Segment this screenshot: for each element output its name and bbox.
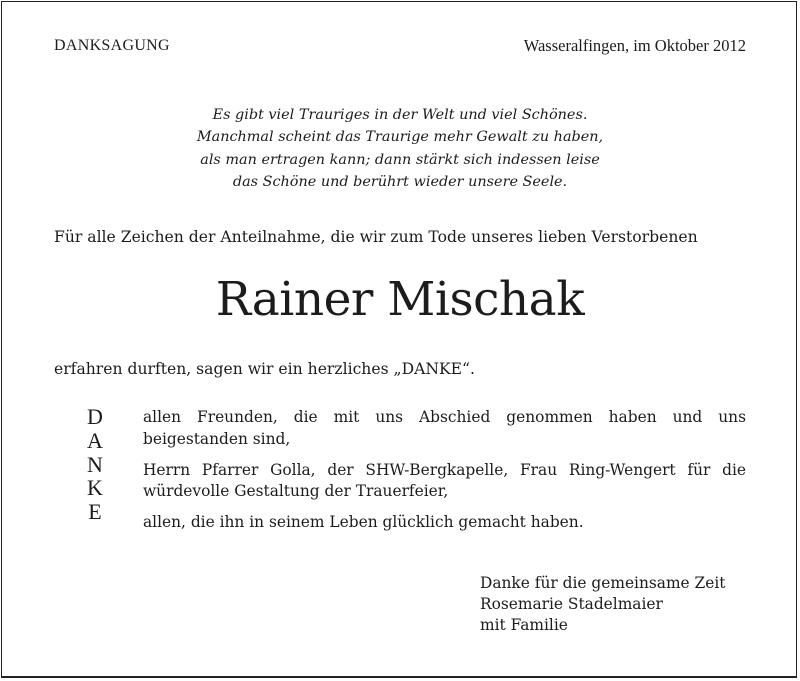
thanks-list [143,407,746,543]
deceased-name: Rainer Mischak [215,272,585,327]
quote-line: Manchmal scheint das Traurige mehr Gewalt zu haben, [196,129,604,146]
outro-text: erfahren durften, sagen wir ein herzliches „DANKE“. [54,360,475,378]
signature-closing: Danke für die gemeinsame Zeit [480,574,726,592]
intro-text: Für alle Zeichen der Anteilnahme, die wir zum Tode unseres lieben Verstorbenen [54,228,698,246]
signature-family: mit Familie [480,616,568,634]
thanks-line: beigestanden sind, [143,429,291,448]
danke-letter: E [88,499,102,525]
danke-letter: A [87,427,103,453]
notice-heading: DANKSAGUNG [54,37,170,54]
thanks-line: würdevolle Gestaltung der Trauerfeier, [143,482,449,500]
danke-letter: D [87,404,103,429]
quote-line: Es gibt viel Trauriges in der Welt und viel Schönes. [212,107,588,123]
quote-line: das Schöne und berührt wieder unsere Seele. [232,173,568,190]
danke-letter: K [87,475,103,501]
thanks-item-ceremony [143,460,746,503]
danke-letter: N [87,451,103,477]
quote-line: als man ertragen kann; dann stärkt sich indessen leise [200,151,600,168]
signature-block [480,573,725,636]
danke-vertical-word [84,405,106,524]
place-and-date: Wasseralfingen, im Oktober 2012 [523,36,746,55]
signature-name: Rosemarie Stadelmaier [480,595,663,613]
thanks-item-loved-ones [143,512,746,534]
thanks-line: Herrn Pfarrer Golla, der SHW-Bergkapelle, Frau Ring-Wengert für die [143,460,746,479]
thanks-line: allen, die ihn in seinem Leben glücklich gemacht haben. [143,513,584,531]
quote-block [0,104,800,193]
thanks-line: allen Freunden, die mit uns Abschied genommen haben und uns [143,408,746,426]
thanks-item-friends [143,407,746,450]
